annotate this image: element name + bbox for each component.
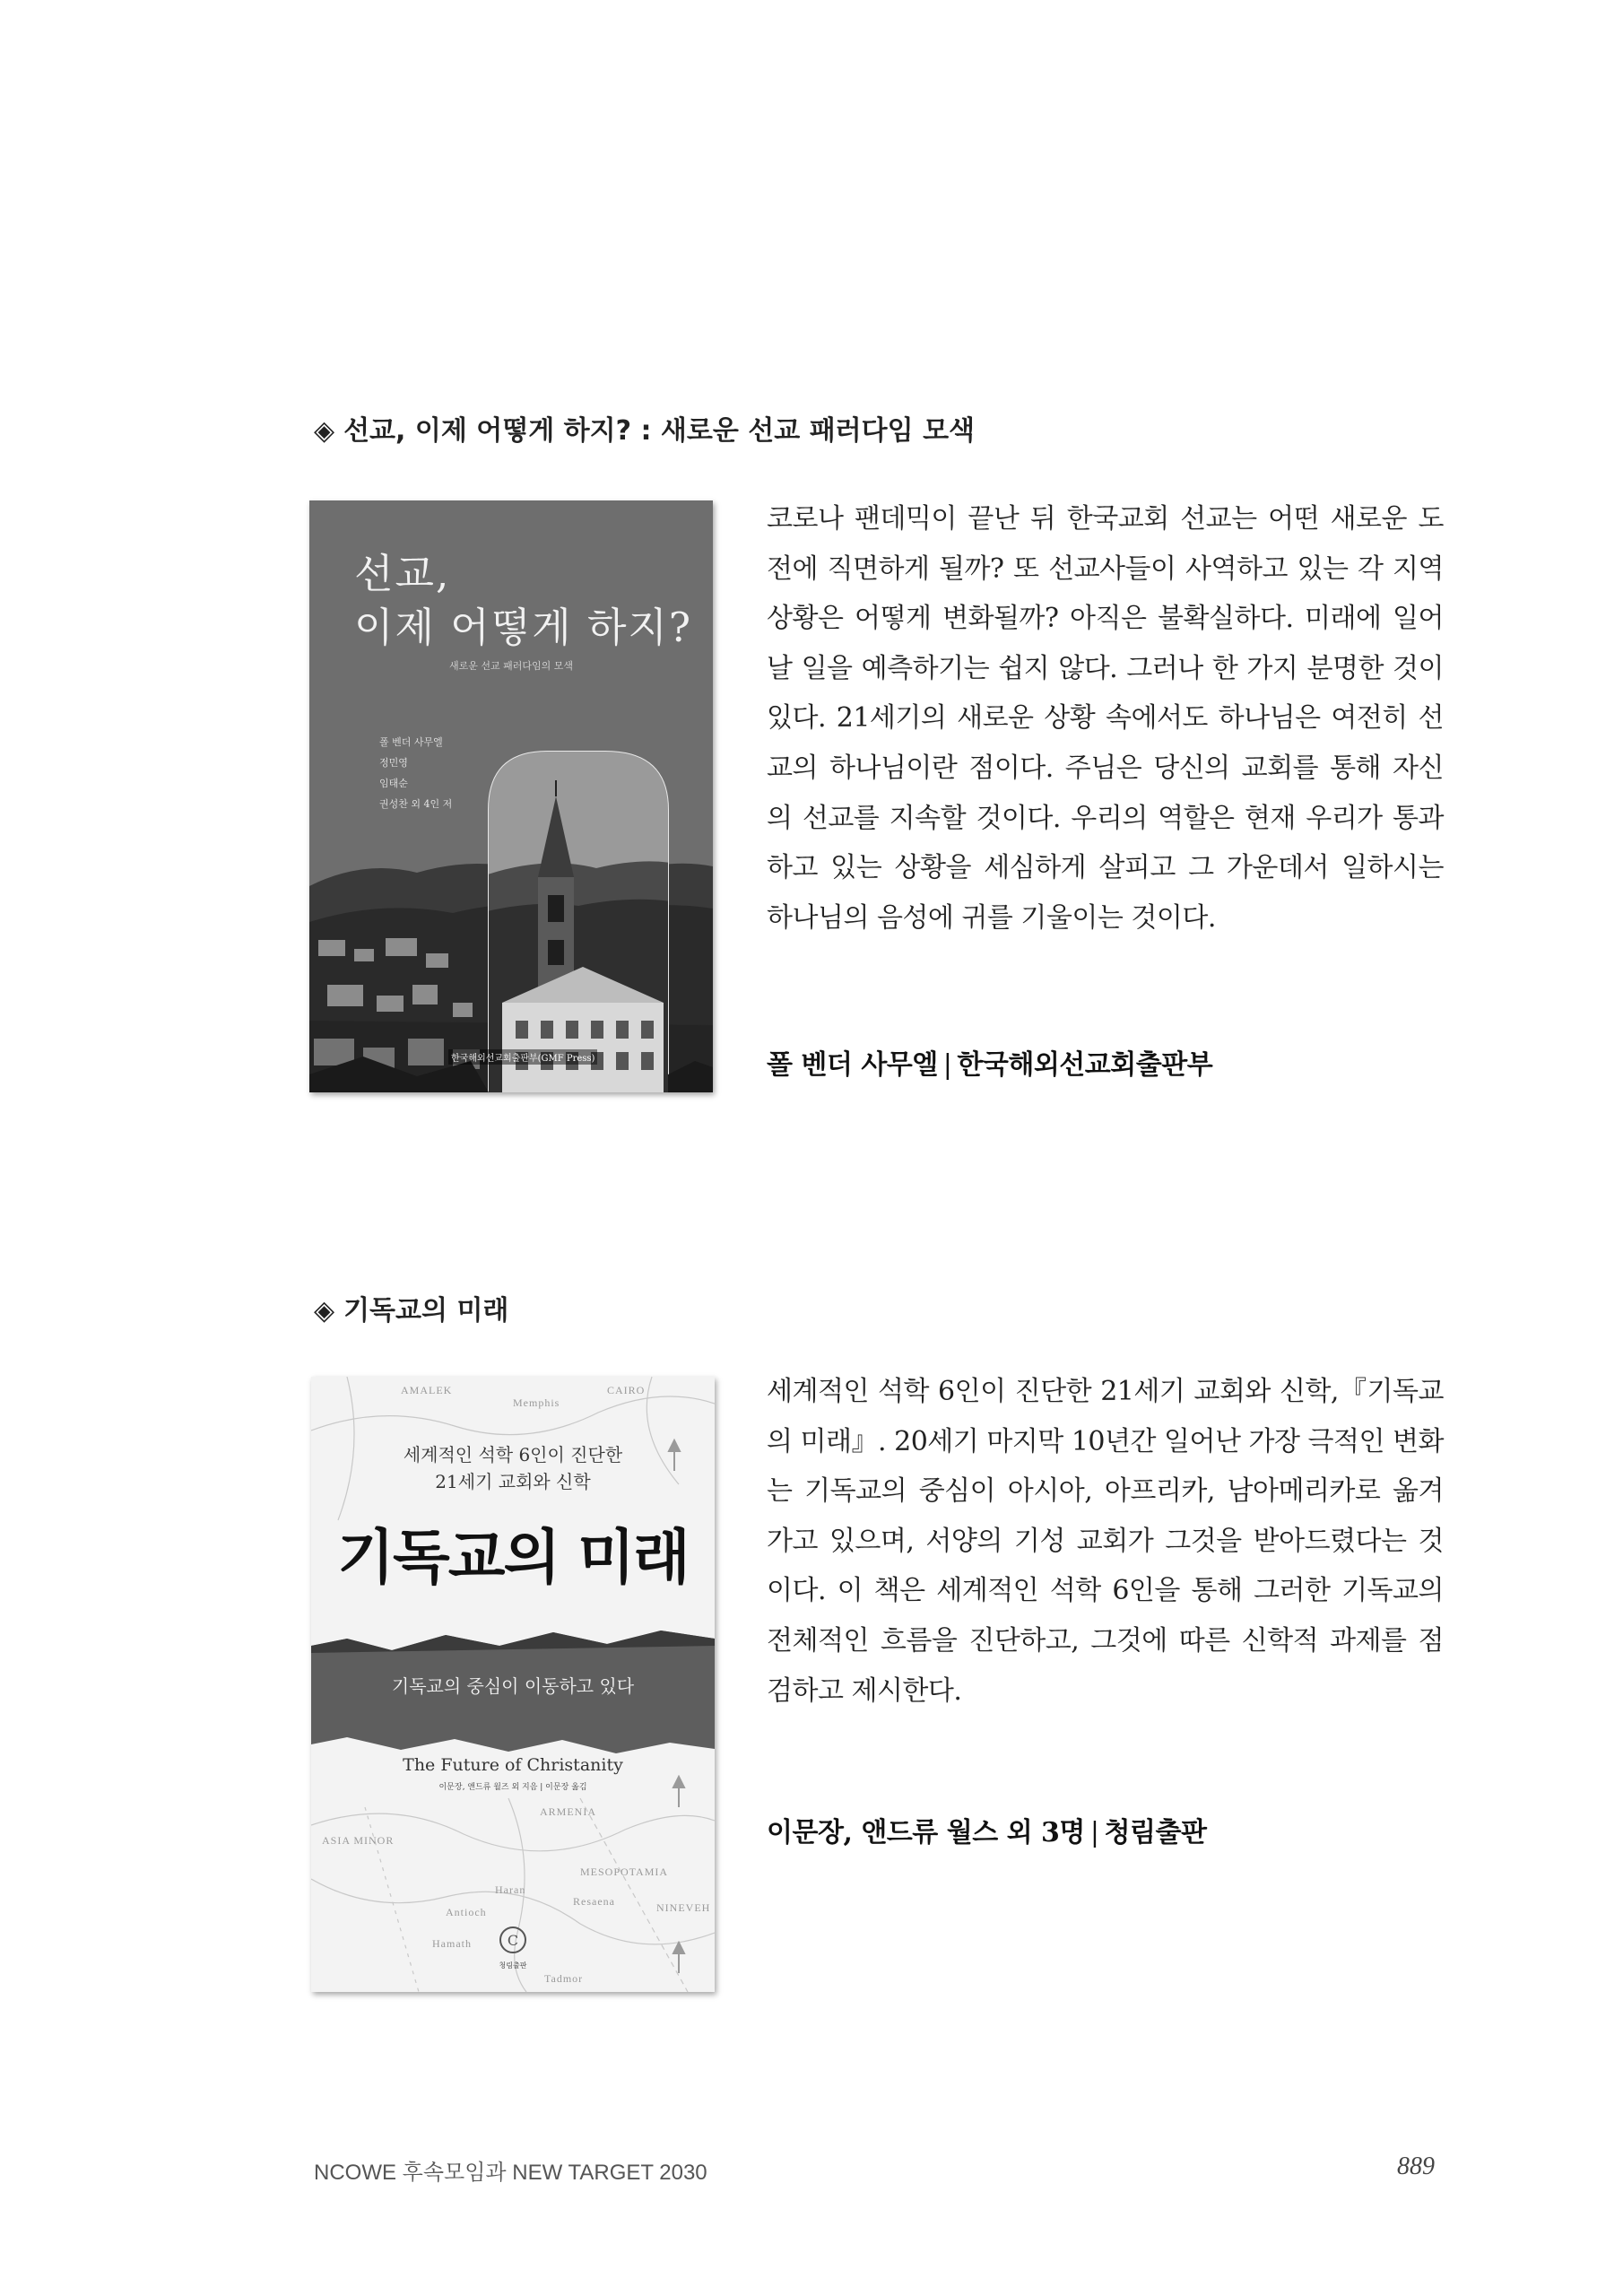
book-description: 코로나 팬데믹이 끝난 뒤 한국교회 선교는 어떤 새로운 도전에 직면하게 될까? 또 선교사들이 사역하고 있는 각 지역 상황은 어떻게 변화될까? 아직은 불확실하다. 미래에 일어날 일을 예측하기는 쉽지 않다. 그러나 한 가지 분명한 것이 있다. 21세기의 새로운 상황 속에서도 하나님은 여전히 선교의 하나님이란 점이다. 주님은 당신의 교회를 통해 자신의 선교를 지속할 것이다. 우리의 역할은 현재 우리가 통과하고 있는 상황을 세심하게 살피고 그 가운데서 일하시는 하나님의 음성에 귀를 기울이는 것이다. [767, 503, 1444, 934]
byline-separator: | [1089, 1817, 1099, 1848]
map-label: Antioch [446, 1906, 487, 1918]
cover-publisher: 한국해외선교회출판부(GMF Press) [448, 1049, 597, 1065]
diamond-marker-icon: ◈ [314, 415, 335, 447]
page-number: 889 [1397, 2152, 1435, 2180]
map-label: NINEVEH [656, 1901, 711, 1914]
footer-publication-title: NCOWE 후속모임과 NEW TARGET 2030 [314, 2161, 707, 2185]
map-label: ARMENIA [540, 1805, 596, 1818]
map-label: Resaena [573, 1895, 615, 1908]
book-cover-image [311, 1377, 715, 1992]
cover-band-text: 기독교의 중심이 이동하고 있다 [391, 1675, 635, 1697]
book-publisher: 한국해외선교회출판부 [957, 1049, 1213, 1081]
byline-separator: | [942, 1049, 952, 1081]
book-byline [767, 1042, 1212, 1082]
map-label: MESOPOTAMIA [580, 1866, 669, 1878]
cover-authors: 이문장, 앤드류 월즈 외 지음 | 이문장 옮김 [438, 1783, 587, 1792]
book-cover-image [309, 500, 713, 1092]
map-label: Tadmor [544, 1972, 584, 1985]
book-heading [314, 408, 975, 448]
cover-title-line: 선교, [354, 550, 451, 597]
map-label: CAIRO [607, 1384, 646, 1396]
map-label: AMALEK [401, 1384, 453, 1396]
cover-publisher: 청림출판 [499, 1961, 527, 1970]
cover-tagline [311, 1441, 715, 1495]
cover-author: 권성찬 외 4인 저 [379, 798, 453, 810]
book-publisher: 청림출판 [1104, 1817, 1207, 1848]
book-byline [767, 1810, 1206, 1849]
cover-author: 정민영 [379, 757, 408, 769]
book-author: 폴 벤더 사무엘 [767, 1049, 938, 1081]
svg-text:C: C [507, 1932, 519, 1949]
map-label: Hamath [432, 1937, 472, 1950]
book-description: 세계적인 석학 6인이 진단한 21세기 교회와 신학,『기독교의 미래』. 20세기 마지막 10년간 일어난 가장 극적인 변화는 기독교의 중심이 아시아, 아프리카, 남아메리카로 옮겨가고 있으며, 서양의 기성 교회가 그것을 받아드렸다는 것이다. 이 책은 세계적인 석학 6인을 통해 그러한 기독교의 전체적인 흐름을 진단하고, 그것에 따른 신학적 과제를 점검하고 제시한다. [767, 1376, 1444, 1707]
book-heading [314, 1288, 508, 1327]
map-label: Memphis [513, 1396, 560, 1409]
cover-title-line: 이제 어떻게 하지? [354, 604, 693, 651]
cover-english-title: The Future of Christanity [403, 1755, 623, 1775]
cover-tagline-line: 21세기 교회와 신학 [435, 1471, 591, 1492]
cover-subtitle: 새로운 선교 패러다임의 모색 [448, 660, 573, 672]
cover-author: 임태순 [379, 778, 408, 789]
cover-title [354, 547, 692, 655]
cover-authors [379, 732, 452, 814]
cover-tagline-line: 세계적인 석학 6인이 진단한 [403, 1444, 623, 1465]
cover-author: 폴 벤더 사무엘 [379, 736, 443, 748]
book-heading-text: 선교, 이제 어떻게 하지? : 새로운 선교 패러다임 모색 [343, 415, 976, 447]
map-label: Haran [495, 1883, 526, 1896]
book-heading-text: 기독교의 미래 [343, 1295, 509, 1326]
map-label: ASIA MINOR [322, 1834, 395, 1847]
cover-title: 기독교의 미래 [337, 1523, 689, 1592]
diamond-marker-icon: ◈ [314, 1295, 335, 1326]
book-author: 이문장, 앤드류 월스 외 3명 [767, 1817, 1085, 1848]
